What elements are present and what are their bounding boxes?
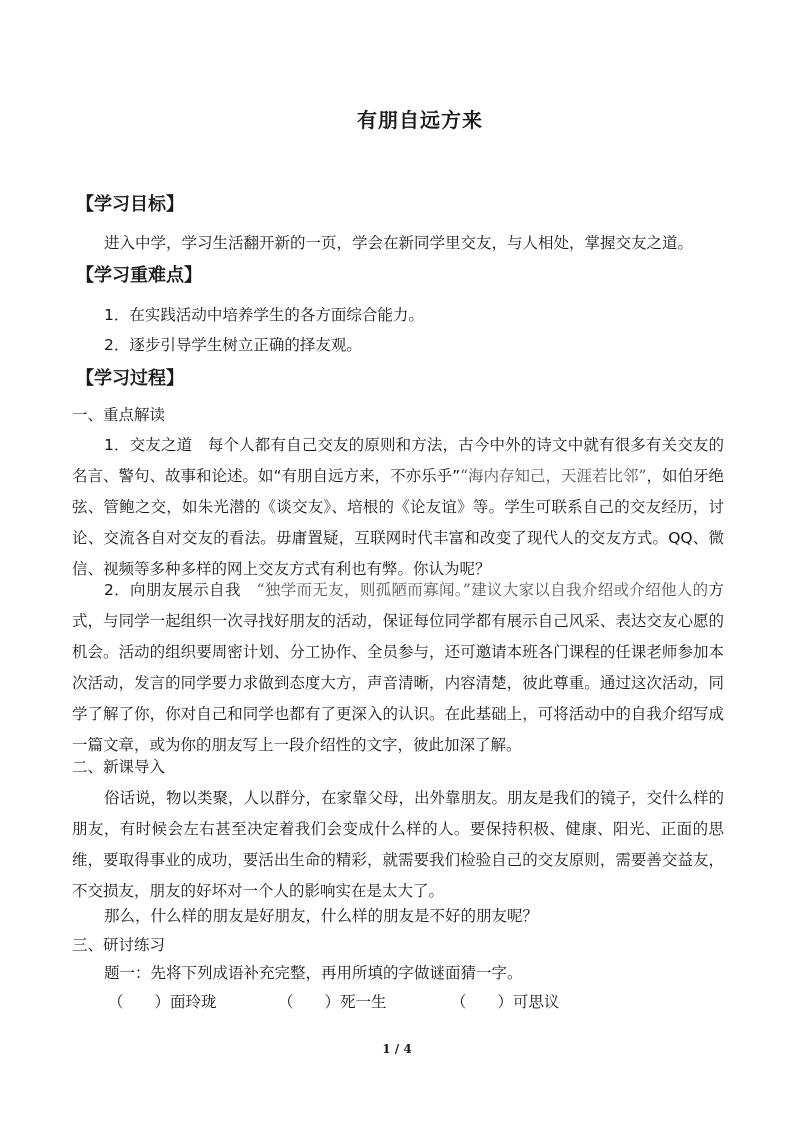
- part1-p1-text-a: 1．交友之道 每个人都有自己交友的原则和方法，古今中外的诗文中就有很多有关交友的名言、警句、故事和论述。如“有朋自远方来，不亦乐乎”: [72, 436, 724, 485]
- part3-question-1: 题一：先将下列成语补充完整，再用所填的字做谜面猜一字。: [104, 964, 523, 982]
- part2-paragraph-1: 俗话说，物以类聚，人以群分，在家靠父母，出外靠朋友。朋友是我们的镜子，交什么样的朋友，有时候会左右甚至决定着我们会变成什么样的人。要保持积极、健康、阳光、正面的思维，要取得事业的成功，要活出生命的精彩，就需要我们检验自己的交友原则，需要善交益友，不交损友，朋友的好坏对一个人的影响实在是太大了。: [72, 789, 725, 900]
- key-point-2: 2．逐步引导学生树立正确的择友观。: [104, 336, 362, 354]
- process-heading: 【学习过程】: [76, 368, 184, 389]
- part1-p2-text-a: 2．向朋友展示自我: [104, 581, 257, 599]
- part1-paragraph-2: [72, 575, 724, 761]
- key-point-1: 1．在实践活动中培养学生的各方面综合能力。: [104, 306, 424, 324]
- part2-heading: 二、新课导入: [72, 758, 166, 776]
- idiom-blank-2: （ ）死一生: [277, 993, 387, 1011]
- objectives-heading: 【学习目标】: [76, 194, 184, 215]
- part3-heading: 三、研讨练习: [72, 936, 166, 954]
- page-title: 有朋自远方来: [357, 108, 483, 132]
- idiom-blank-1: （ ）面玲珑: [108, 993, 217, 1011]
- part1-paragraph-1: [72, 430, 724, 585]
- part1-p1-quote: “海内存知己，天涯若比邻”: [460, 467, 647, 485]
- part1-heading: 一、重点解读: [72, 406, 166, 424]
- objectives-text: 进入中学，学习生活翻开新的一页，学会在新同学里交友，与人相处，掌握交友之道。: [104, 234, 694, 252]
- part2-paragraph-2: 那么，什么样的朋友是好朋友，什么样的朋友是不好的朋友呢？: [104, 907, 539, 925]
- part1-p1-text-b: ，如伯牙绝弦、管鲍之交，如朱光潜的《谈交友》、培根的《论友谊》等。学生可联系自己的交友经历，讨论、交流各自对交友的看法。毋庸置疑，互联网时代丰富和改变了现代人的交友方式。QQ、微信、视频等多种多样的网上交友方式有利也有弊。你认为呢？: [72, 467, 724, 578]
- part1-p2-quote: “独学而无友，则孤陋而寡闻。”建议大家以自我介绍或介绍他人的: [256, 581, 709, 599]
- idiom-blanks-row: [108, 990, 559, 1012]
- page-number: 1 / 4: [382, 1042, 412, 1056]
- idiom-blank-3: （ ）可思议: [450, 993, 560, 1011]
- part1-p2-text-b: 方式，与同学一起组织一次寻找好朋友的活动，保证每位同学都有展示自己风采、表达交友心愿的机会。活动的组织要周密计划、分工协作、全员参与，还可邀请本班各门课程的任课老师参加本次活动，发言的同学要力求做到态度大方，声音清晰，内容清楚，彼此尊重。通过这次活动，同学了解了你，你对自己和同学也都有了更深入的认识。在此基础上，可将活动中的自我介绍写成一篇文章，或为你的朋友写上一段介绍性的文字，彼此加深了解。: [72, 581, 724, 754]
- key-points-heading: 【学习重难点】: [76, 265, 202, 286]
